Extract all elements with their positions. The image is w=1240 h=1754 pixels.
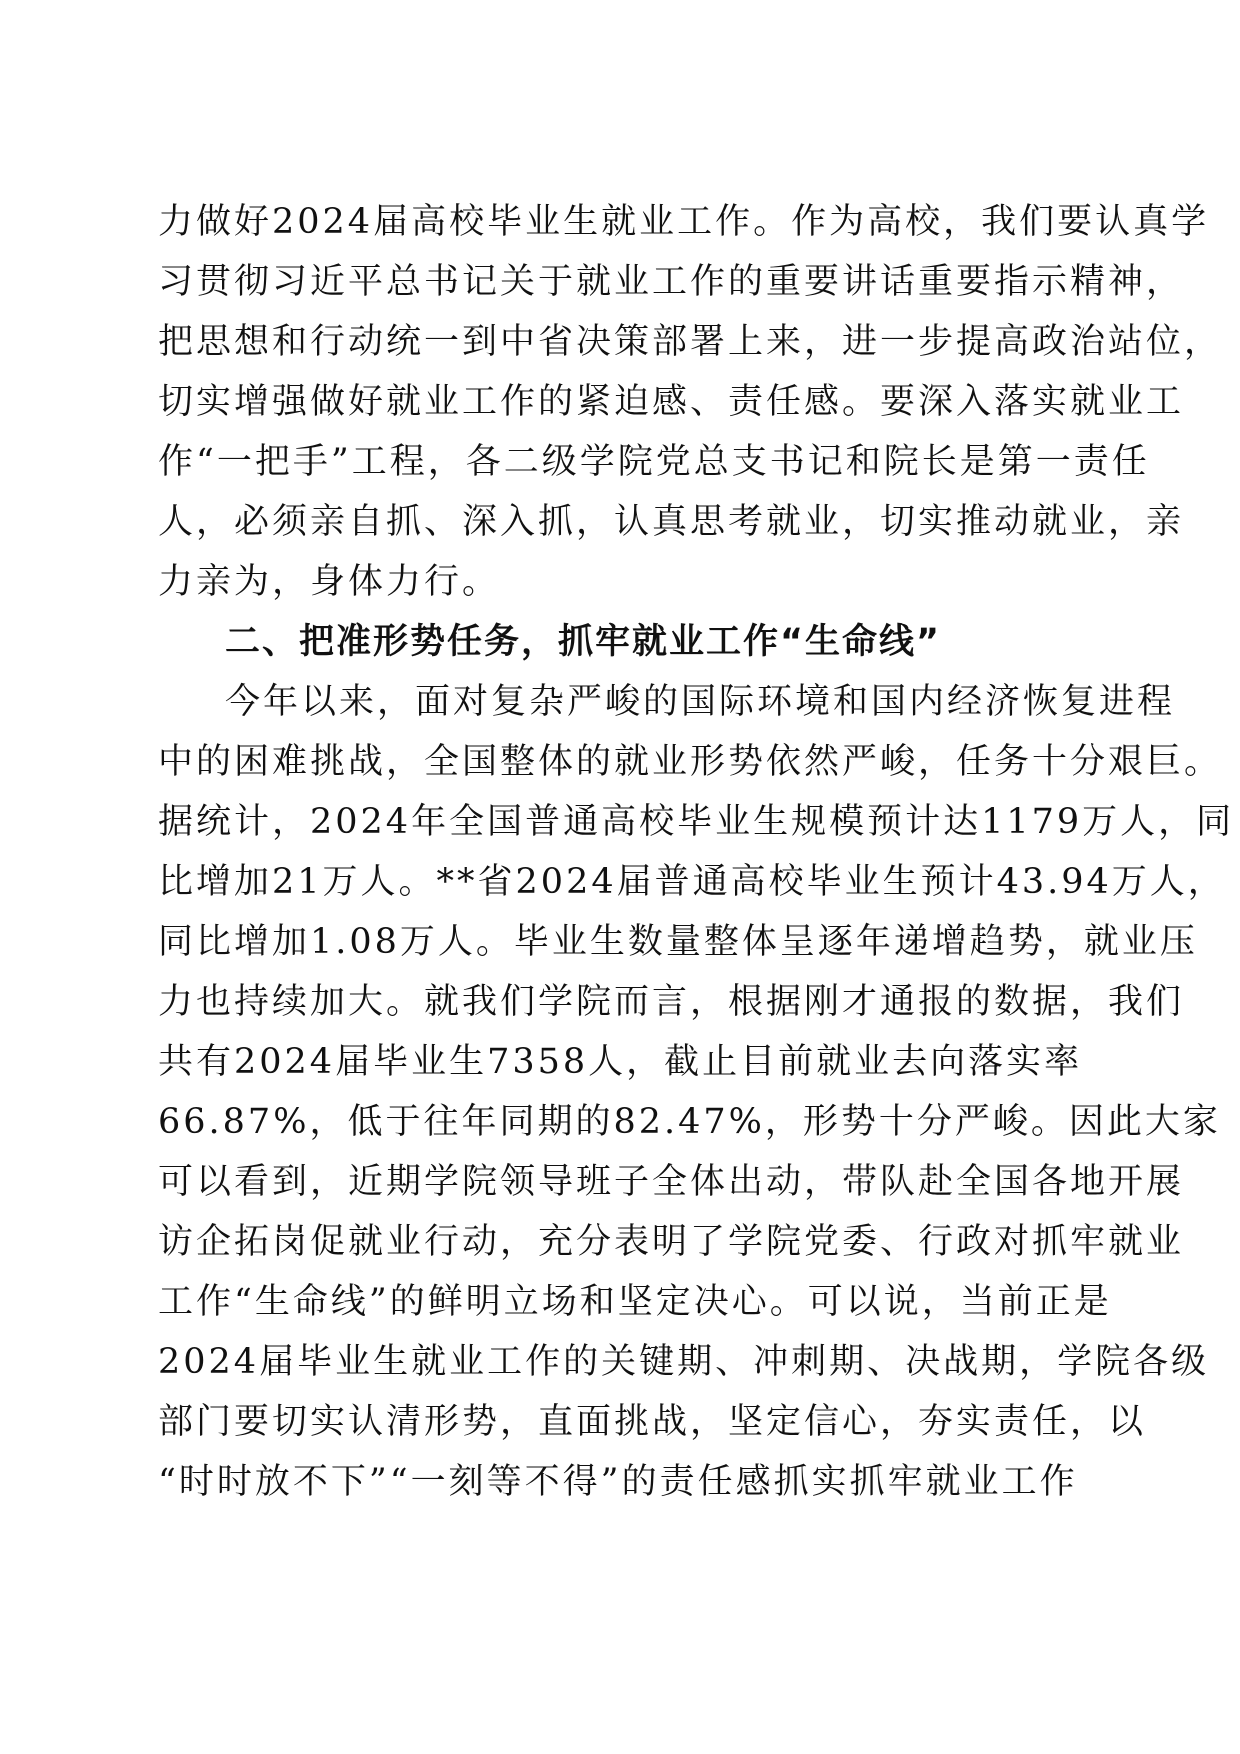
text-line: 部门要切实认清形势，直面挑战，坚定信心，夯实责任，以 (158, 1402, 1147, 1442)
text-line: 比增加21万人。**省2024届普通高校毕业生预计43.94万人， (158, 862, 1226, 902)
text-line: 中的困难挑战，全国整体的就业形势依然严峻，任务十分艰巨。 (158, 742, 1223, 782)
text-line: 力也持续加大。就我们学院而言，根据刚才通报的数据，我们 (158, 982, 1185, 1022)
text-line: 人，必须亲自抓、深入抓，认真思考就业，切实推动就业，亲 (158, 502, 1185, 542)
text-line: 今年以来，面对复杂严峻的国际环境和国内经济恢复进程 (225, 682, 1176, 722)
text-line: 习贯彻习近平总书记关于就业工作的重要讲话重要指示精神， (158, 262, 1185, 302)
text-line: 把思想和行动统一到中省决策部署上来，进一步提高政治站位， (158, 322, 1223, 362)
text-line: 作“一把手”工程，各二级学院党总支书记和院长是第一责任 (158, 442, 1150, 482)
text-line: “时时放不下”“一刻等不得”的责任感抓实抓牢就业工作 (158, 1462, 1078, 1502)
text-line: 同比增加1.08万人。毕业生数量整体呈逐年递增趋势，就业压 (158, 922, 1198, 962)
text-line: 共有2024届毕业生7358人，截止目前就业去向落实率 (158, 1042, 1083, 1082)
paragraph-employment-situation (158, 672, 1235, 1512)
text-line: 2024届毕业生就业工作的关键期、冲刺期、决战期，学院各级 (158, 1342, 1210, 1382)
text-line: 力做好2024届高校毕业生就业工作。作为高校，我们要认真学 (158, 202, 1210, 242)
text-line: 切实增强做好就业工作的紧迫感、责任感。要深入落实就业工 (158, 382, 1185, 422)
text-line: 66.87%，低于往年同期的82.47%，形势十分严峻。因此大家 (158, 1102, 1221, 1142)
text-line: 访企拓岗促就业行动，充分表明了学院党委、行政对抓牢就业 (158, 1222, 1185, 1262)
section-heading: 二、把准形势任务，抓牢就业工作“生命线” (225, 622, 942, 662)
text-line: 可以看到，近期学院领导班子全体出动，带队赴全国各地开展 (158, 1162, 1185, 1202)
text-line: 工作“生命线”的鲜明立场和坚定决心。可以说，当前正是 (158, 1282, 1112, 1322)
text-line: 力亲为，身体力行。 (158, 562, 501, 602)
document-body (158, 192, 1235, 1512)
text-line: 据统计，2024年全国普通高校毕业生规模预计达1179万人，同 (158, 802, 1235, 842)
paragraph-employment-responsibility (158, 192, 1223, 612)
